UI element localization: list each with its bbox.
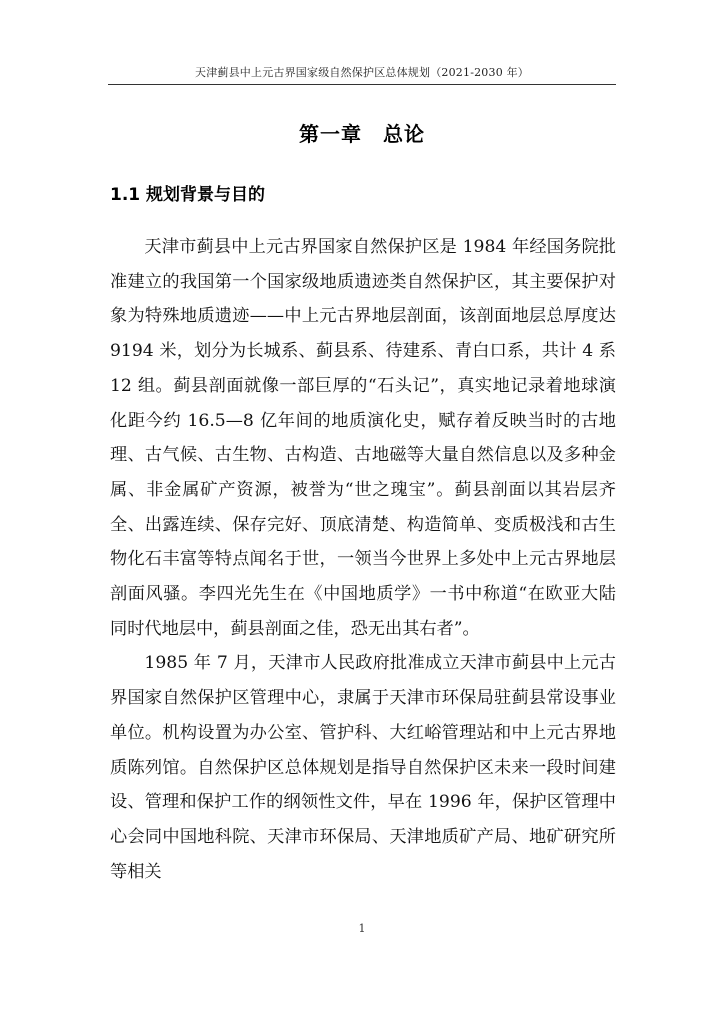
running-header: 天津蓟县中上元古界国家级自然保护区总体规划（2021-2030 年） [195,66,529,79]
chapter-title: 第一章 总论 [299,122,425,146]
page-number: 1 [358,922,366,935]
section-heading: 1.1 规划背景与目的 [110,185,266,205]
body-text [110,230,616,889]
header-divider [108,84,616,85]
paragraph-2: 1985 年 7 月，天津市人民政府批准成立天津市蓟县中上元古界国家自然保护区管理中心，隶属于天津市环保局驻蓟县常设事业单位。机构设置为办公室、管护科、大红峪管理站和中上元古界地质陈列馆。自然保护区总体规划是指导自然保护区未来一段时间建设、管理和保护工作的纲领性文件，早在 1996 年，保护区管理中心会同中国地科院、天津市环保局、天津地质矿产局、地矿研究所等相关 [110,653,616,882]
paragraph-1: 天津市蓟县中上元古界国家自然保护区是 1984 年经国务院批准建立的我国第一个国家级地质遗迹类自然保护区，其主要保护对象为特殊地质遗迹——中上元古界地层剖面，该剖面地层总厚度达 9194 米，划分为长城系、蓟县系、待建系、青白口系，共计 4 系 12 组。蓟县剖面就像一部巨厚的“石头记”，真实地记录着地球演化距今约 16.5—8 亿年间的地质演化史，赋存着反映当时的古地理、古气候、古生物、古构造、古地磁等大量自然信息以及多种金属、非金属矿产资源，被誉为“世之瑰宝”。蓟县剖面以其岩层齐全、出露连续、保存完好、顶底清楚、构造简单、变质极浅和古生物化石丰富等特点闻名于世，一领当今世界上多处中上元古界地层剖面风骚。李四光先生在《中国地质学》一书中称道“在欧亚大陆同时代地层中，蓟县剖面之佳，恐无出其右者”。 [110,237,616,639]
